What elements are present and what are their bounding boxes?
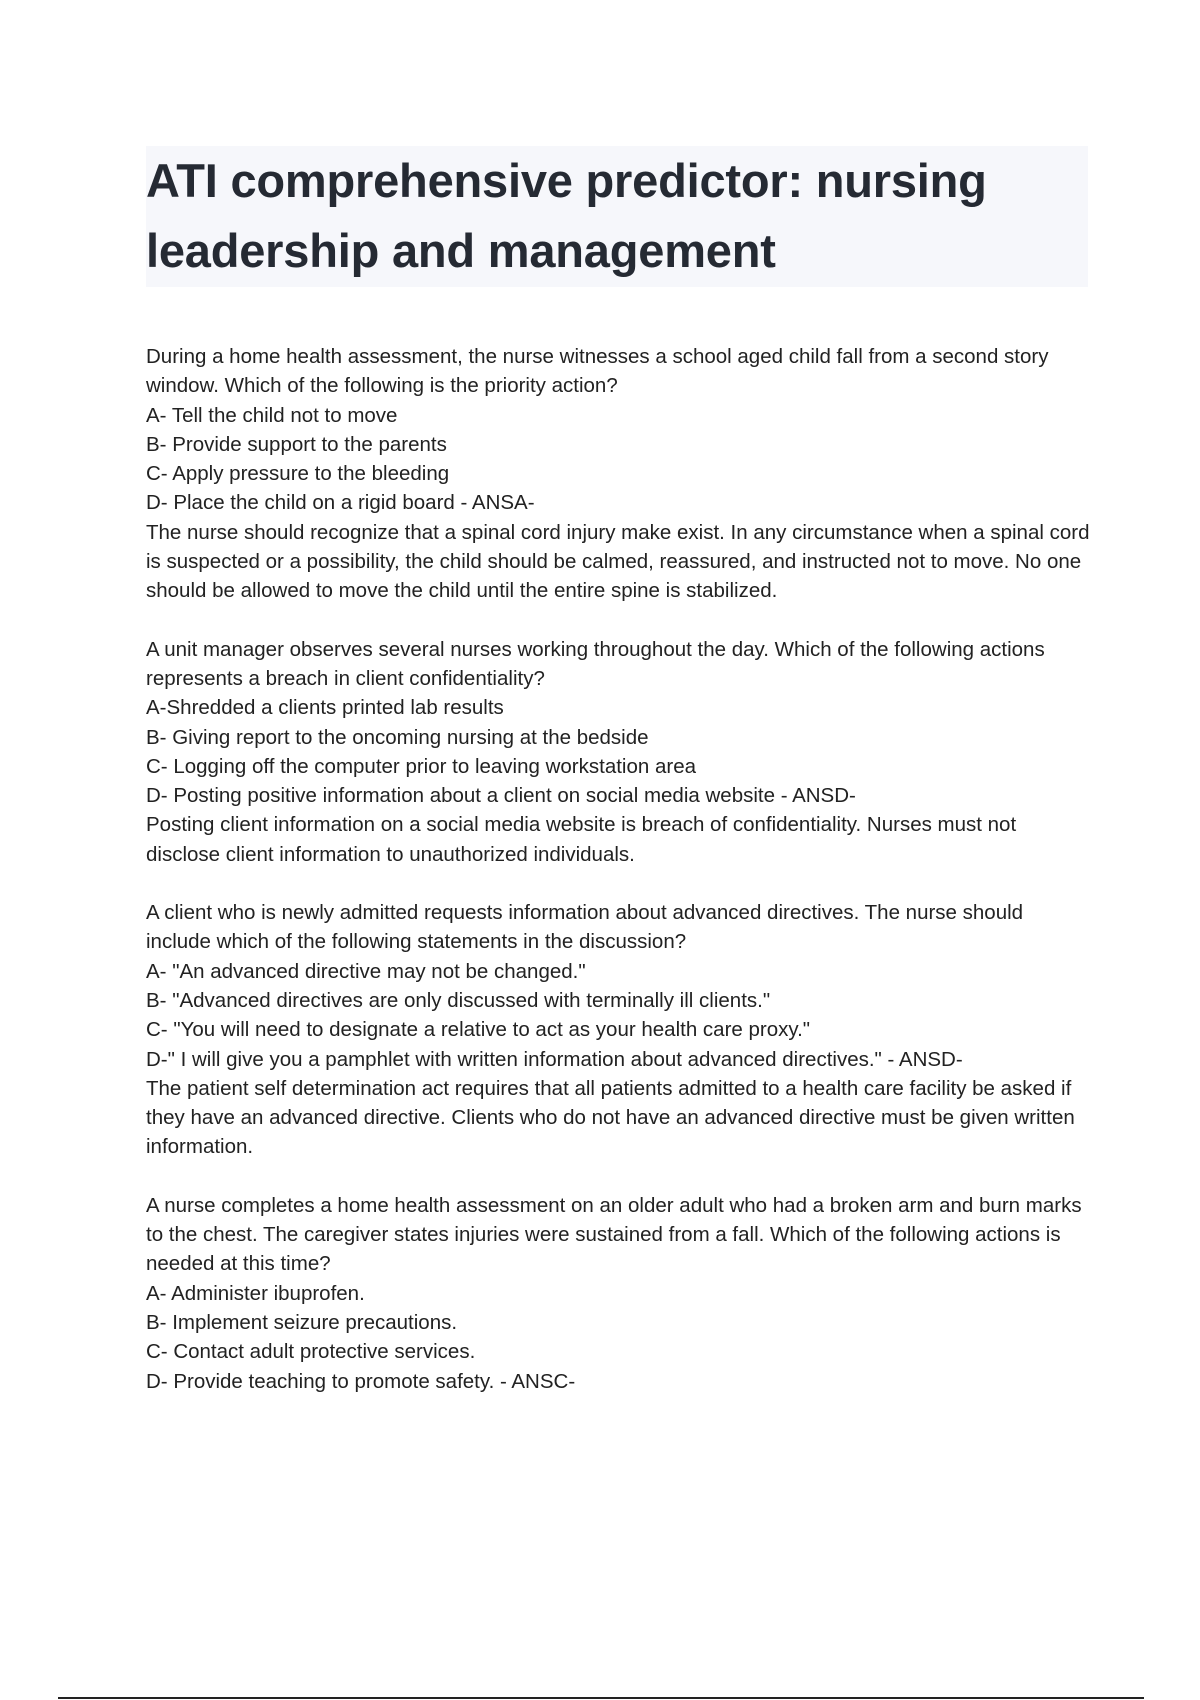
answer-option: A- Tell the child not to move	[146, 403, 398, 427]
question-item	[146, 898, 1092, 1162]
answer-option: B- "Advanced directives are only discussed with terminally ill clients."	[146, 988, 771, 1012]
answer-option: A-Shredded a clients printed lab results	[146, 696, 504, 720]
question-stem: A unit manager observes several nurses working throughout the day. Which of the following actions represents a breach in client confidentiality?	[146, 637, 1045, 690]
page-bottom-rule	[58, 1697, 1144, 1699]
question-item	[146, 342, 1092, 606]
answer-option: A- "An advanced directive may not be changed."	[146, 959, 586, 983]
answer-option: C- Contact adult protective services.	[146, 1340, 476, 1364]
question-stem: During a home health assessment, the nurse witnesses a school aged child fall from a second story window. Which of the following is the priority action?	[146, 345, 1049, 398]
answer-option: C- "You will need to designate a relative to act as your health care proxy."	[146, 1018, 811, 1042]
answer-option: D-" I will give you a pamphlet with written information about advanced directives." - ANSD-	[146, 1047, 963, 1071]
answer-option: B- Provide support to the parents	[146, 432, 447, 456]
page-title: ATI comprehensive predictor: nursing leadership and management	[146, 154, 987, 277]
answer-option: D- Place the child on a rigid board - ANSA-	[146, 491, 535, 515]
question-stem: A client who is newly admitted requests information about advanced directives. The nurse should include which of the following statements in the discussion?	[146, 901, 1024, 954]
answer-rationale: The patient self determination act requires that all patients admitted to a health care facility be asked if they have an advanced directive. Clients who do not have an advanced directive must be given written information.	[146, 1076, 1075, 1159]
title-block	[146, 146, 1088, 287]
answer-option: C- Logging off the computer prior to leaving workstation area	[146, 754, 697, 778]
answer-option: C- Apply pressure to the bleeding	[146, 462, 450, 486]
answer-option: B- Implement seizure precautions.	[146, 1310, 458, 1334]
question-list	[146, 342, 1092, 1425]
answer-option: D- Provide teaching to promote safety. - ANSC-	[146, 1369, 576, 1393]
answer-option: A- Administer ibuprofen.	[146, 1281, 365, 1305]
question-item	[146, 635, 1092, 869]
answer-option: B- Giving report to the oncoming nursing at the bedside	[146, 725, 649, 749]
answer-option: D- Posting positive information about a client on social media website - ANSD-	[146, 784, 856, 808]
answer-rationale: The nurse should recognize that a spinal cord injury make exist. In any circumstance when a spinal cord is suspected or a possibility, the child should be calmed, reassured, and instructed not to move. No one should be allowed to move the child until the entire spine is stabilized.	[146, 520, 1090, 603]
question-item	[146, 1191, 1092, 1396]
question-stem: A nurse completes a home health assessment on an older adult who had a broken arm and burn marks to the chest. The caregiver states injuries were sustained from a fall. Which of the following actions is needed at this time?	[146, 1193, 1082, 1276]
answer-rationale: Posting client information on a social media website is breach of confidentiality. Nurses must not disclose client information to unauthorized individuals.	[146, 813, 1017, 866]
